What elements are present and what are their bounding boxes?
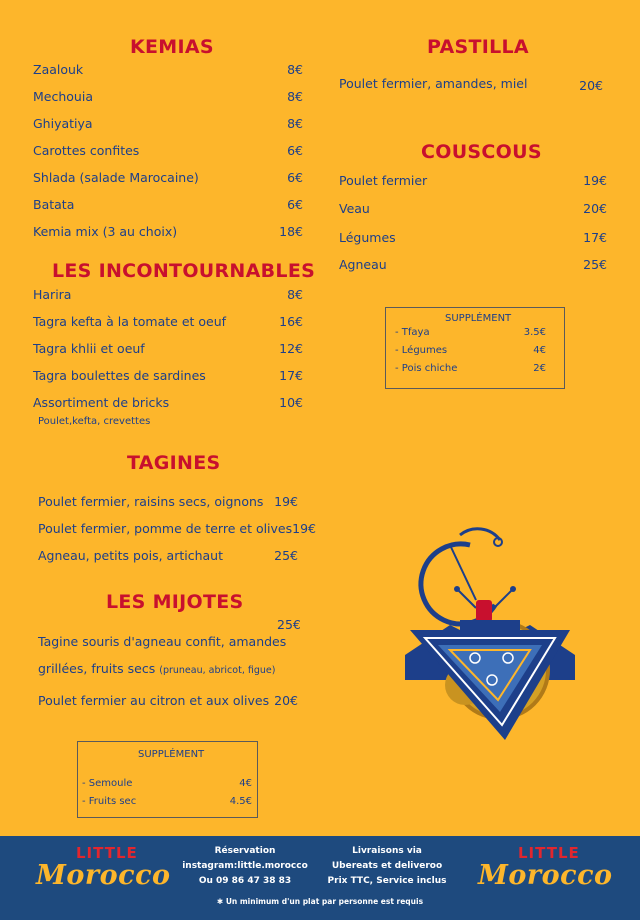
tagines-heading: TAGINES [127, 452, 221, 474]
item-name: Assortiment de bricks [33, 395, 170, 410]
supplement-name: - Légumes [395, 345, 448, 356]
menu-item [339, 76, 603, 91]
delivery-services: Ubereats et deliveroo [331, 861, 443, 871]
reservation-phone[interactable]: Ou 09 86 47 38 83 [198, 876, 292, 886]
item-price: 19€ [274, 494, 298, 509]
menu-item-line [38, 634, 286, 649]
item-name: Agneau [339, 257, 387, 272]
supplement-name: - Semoule [82, 778, 133, 789]
supplement-price: 2€ [533, 363, 546, 374]
delivery-note: Prix TTC, Service inclus [327, 876, 447, 886]
item-price-value: 25€ [277, 617, 301, 632]
item-price: 16€ [279, 314, 303, 329]
menu-item [38, 521, 316, 536]
supplement-item [82, 778, 252, 789]
item-name: Poulet fermier, amandes, miel [339, 76, 528, 91]
supplement-item [395, 345, 546, 356]
item-name: Kemia mix (3 au choix) [33, 224, 178, 239]
menu-item [33, 170, 303, 185]
item-price: 25€ [583, 257, 607, 272]
item-price: 19€ [292, 521, 316, 536]
item-name: Shlada (salade Marocaine) [33, 170, 199, 185]
supplement-item [395, 363, 546, 374]
menu-item [339, 201, 607, 216]
menu-item [38, 693, 298, 708]
supplement-name: - Pois chiche [395, 363, 458, 374]
menu-item [33, 287, 303, 302]
menu-item [33, 224, 303, 239]
item-name: Poulet fermier au citron et aux olives [38, 693, 270, 708]
item-price: 8€ [287, 116, 303, 131]
item-name: Légumes [339, 230, 396, 245]
item-detail: (pruneau, abricot, figue) [159, 665, 276, 676]
item-price: 6€ [287, 170, 303, 185]
incontournables-heading: LES INCONTOURNABLES [52, 260, 316, 282]
item-name: Poulet fermier [339, 173, 428, 188]
item-price: 8€ [287, 89, 303, 104]
item-price: 6€ [287, 197, 303, 212]
pastilla-heading: PASTILLA [427, 36, 529, 58]
item-name: Harira [33, 287, 72, 302]
item-name: Tagine souris d'agneau confit, amandes [38, 634, 287, 649]
supplement-price: 3.5€ [523, 327, 546, 338]
supplement-title: SUPPLÉMENT [445, 313, 512, 324]
supplement-name: - Tfaya [395, 327, 430, 338]
logo-right [478, 844, 613, 902]
kemias-heading: KEMIAS [130, 36, 214, 58]
item-name: Ghiyatiya [33, 116, 93, 131]
item-name: Tagra khlii et oeuf [33, 341, 145, 356]
logo-little: LITTLE [518, 844, 580, 862]
logo-morocco: Morocco [36, 860, 171, 891]
supplement-item [82, 796, 252, 807]
couscous-heading: COUSCOUS [421, 141, 542, 163]
delivery-title: Livraisons via [352, 846, 422, 856]
item-name: Poulet fermier, raisins secs, oignons [38, 494, 264, 509]
item-name: Tagra kefta à la tomate et oeuf [33, 314, 227, 329]
menu-item [339, 230, 607, 245]
menu-item [33, 143, 303, 158]
delivery-block [322, 844, 452, 889]
item-price: 6€ [287, 143, 303, 158]
menu-item [33, 314, 303, 329]
menu-item [339, 257, 607, 272]
menu-item [33, 368, 303, 383]
supplement-name: - Fruits sec [82, 796, 137, 807]
footer-bar [0, 836, 640, 920]
logo-morocco: Morocco [478, 860, 613, 891]
item-price: 18€ [279, 224, 303, 239]
menu-item-line [38, 661, 275, 676]
supplement-box-left [77, 741, 258, 818]
item-price: 8€ [287, 287, 303, 302]
supplement-price: 4€ [533, 345, 546, 356]
menu-item [33, 341, 303, 356]
menu-item [38, 494, 298, 509]
item-price: 20€ [274, 693, 298, 708]
minimum-order-note: ✱ Un minimum d'un plat par personne est requis [216, 897, 424, 906]
menu-item [33, 395, 303, 410]
item-name: Carottes confites [33, 143, 140, 158]
menu-item [33, 197, 303, 212]
supplement-price: 4.5€ [229, 796, 252, 807]
item-name: Tagra boulettes de sardines [33, 368, 206, 383]
menu-item [38, 548, 298, 563]
tagine-illustration [400, 520, 580, 745]
item-price: 19€ [583, 173, 607, 188]
item-price: 8€ [287, 62, 303, 77]
menu-item [339, 173, 607, 188]
logo-left [36, 844, 171, 902]
item-price: 12€ [279, 341, 303, 356]
supplement-title: SUPPLÉMENT [138, 749, 205, 760]
item-description: Poulet,kefta, crevettes [38, 416, 151, 427]
item-name: Mechouia [33, 89, 93, 104]
item-name: Zaalouk [33, 62, 84, 77]
menu-item [33, 89, 303, 104]
item-name: Veau [339, 201, 370, 216]
item-name: Poulet fermier, pomme de terre et olives [38, 521, 293, 536]
item-price: 20€ [583, 201, 607, 216]
reservation-title: Réservation [214, 846, 276, 856]
item-price: 17€ [279, 368, 303, 383]
item-price [277, 617, 301, 632]
item-name: Batata [33, 197, 75, 212]
menu-item [33, 62, 303, 77]
reservation-instagram[interactable]: instagram:little.morocco [182, 861, 308, 871]
item-price: 20€ [579, 78, 603, 93]
item-name: Agneau, petits pois, artichaut [38, 548, 223, 563]
item-price: 25€ [274, 548, 298, 563]
mijotes-heading: LES MIJOTES [106, 591, 244, 613]
supplement-item [395, 327, 546, 338]
item-price: 17€ [583, 230, 607, 245]
reservation-block [180, 844, 310, 889]
supplement-box-right [385, 307, 565, 389]
menu-item [33, 116, 303, 131]
supplement-price: 4€ [239, 778, 252, 789]
item-price: 10€ [279, 395, 303, 410]
item-name-continued: grillées, fruits secs [38, 661, 156, 676]
logo-little: LITTLE [76, 844, 138, 862]
